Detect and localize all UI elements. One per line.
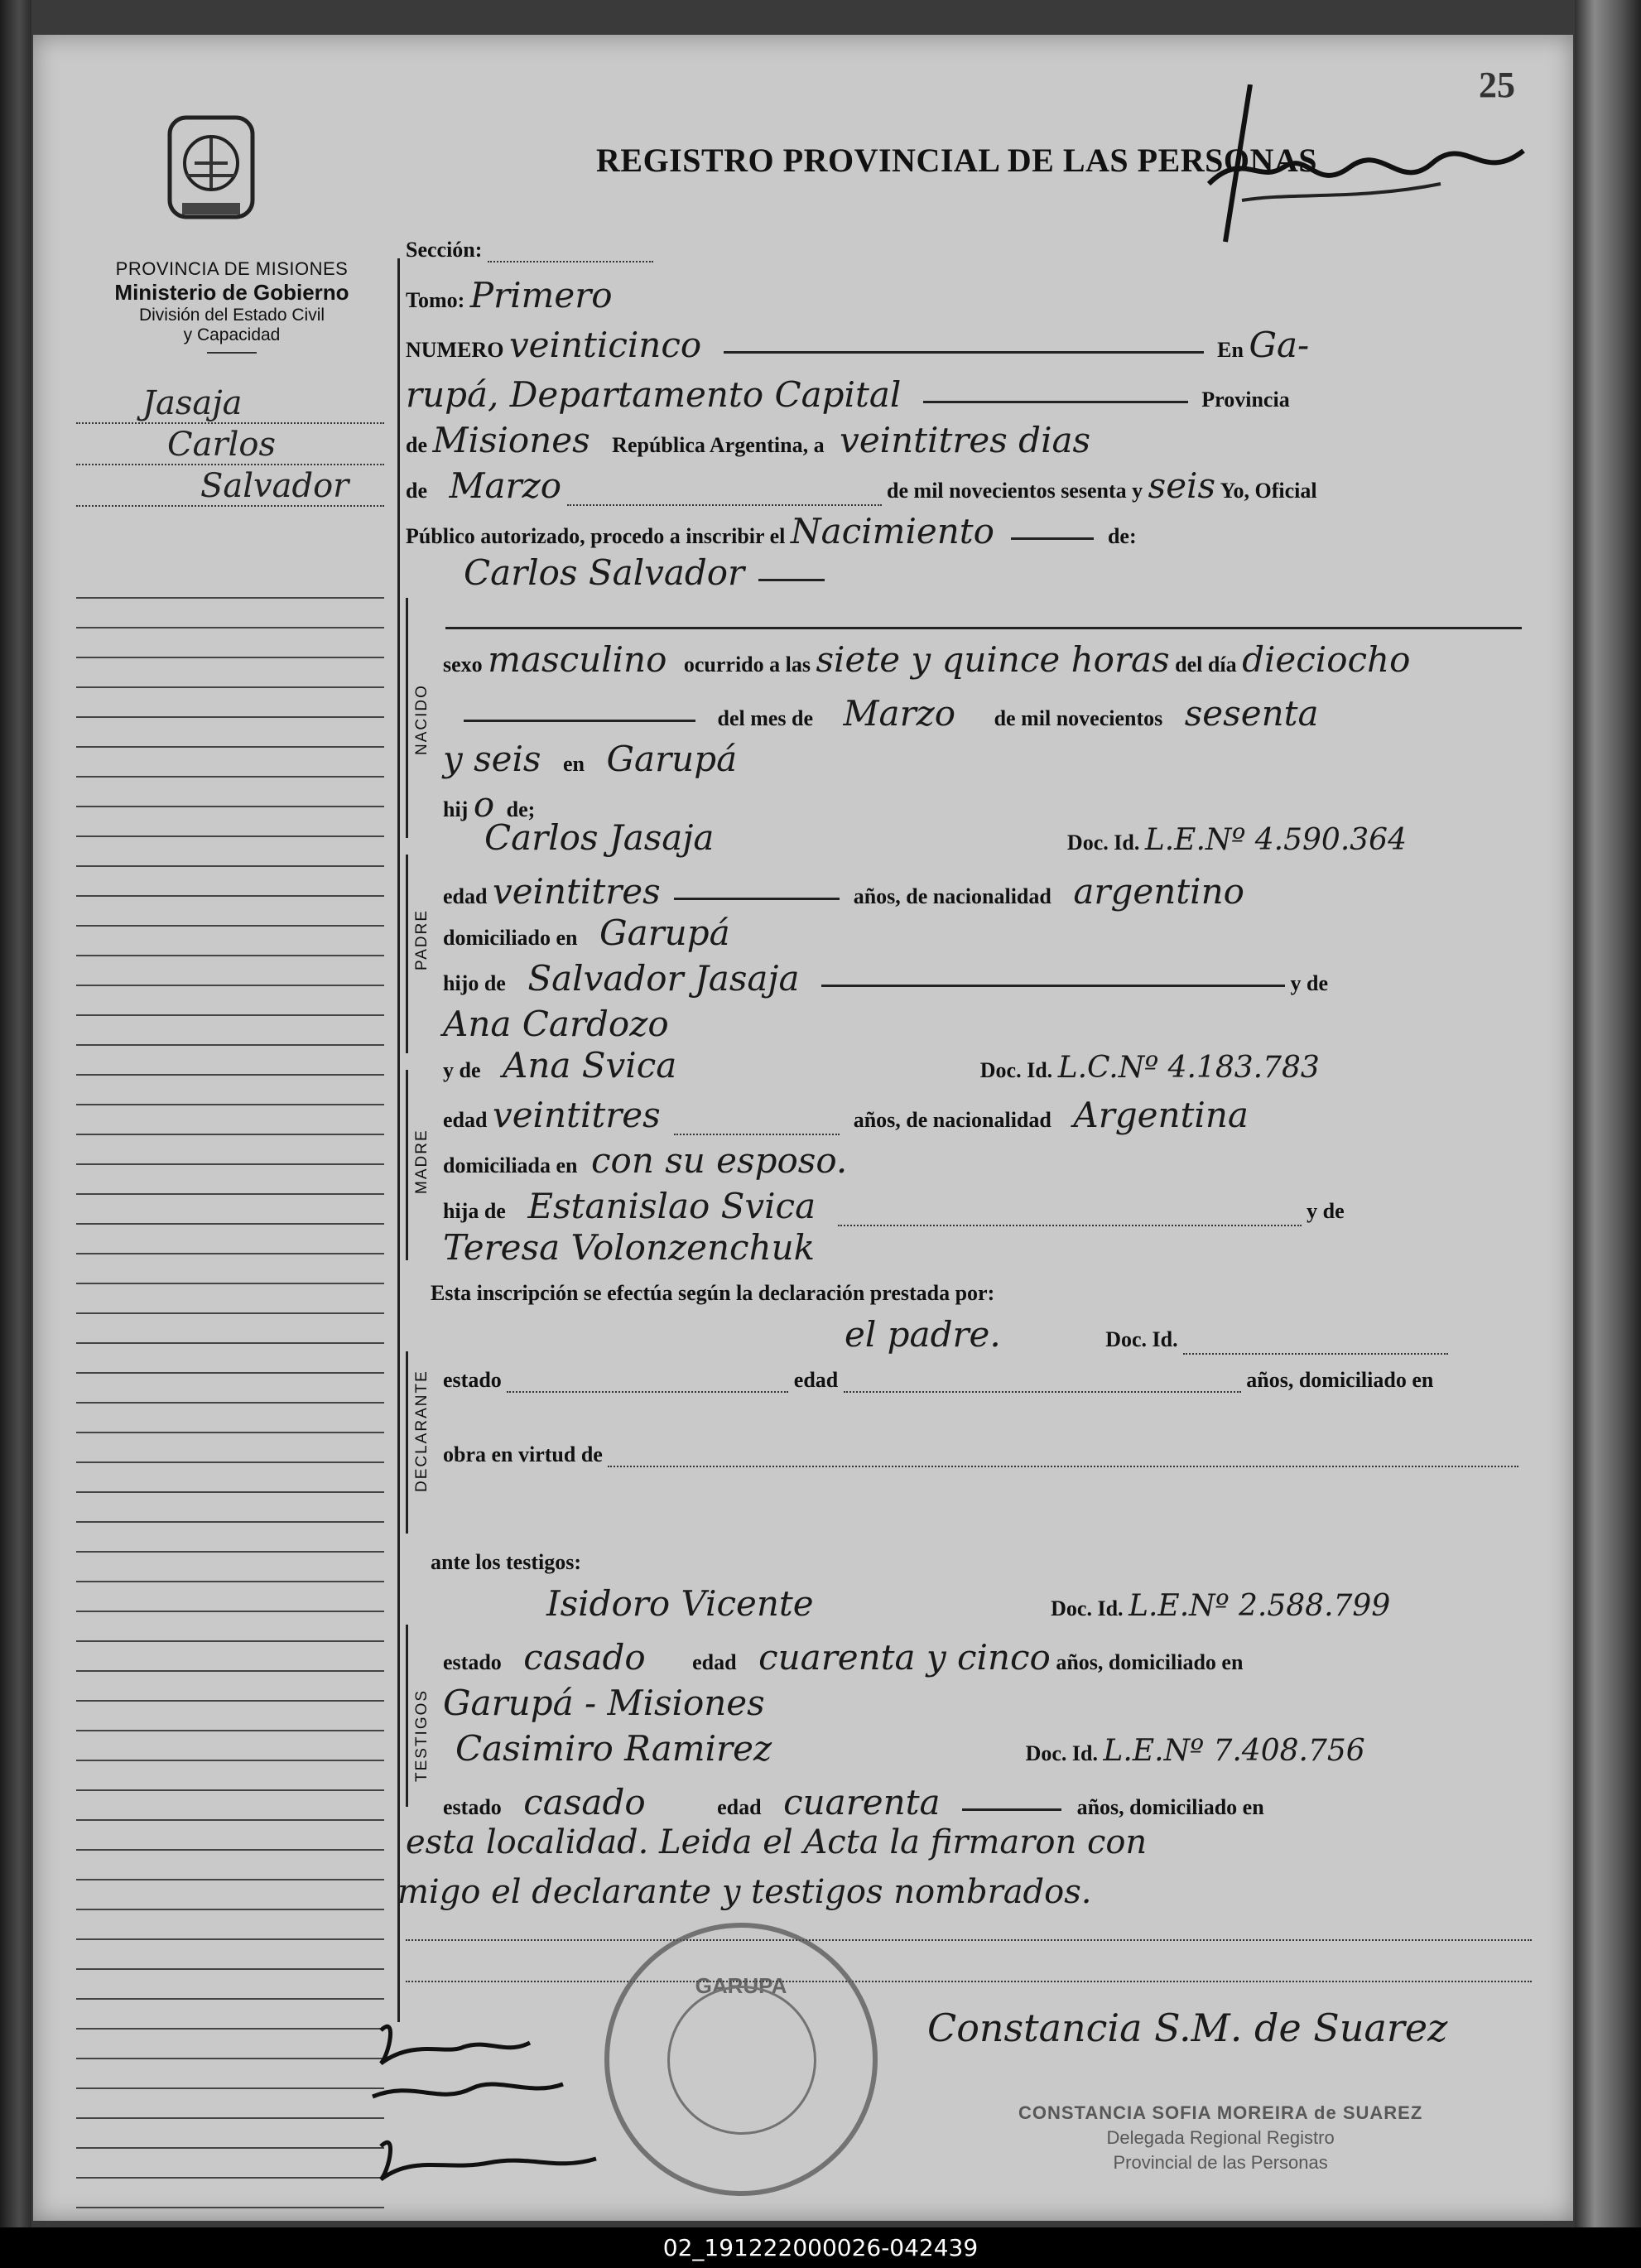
madre-padre-value: Estanislao Svica [527, 1186, 816, 1226]
declarante-estado-label: estado [443, 1368, 502, 1392]
testigo2-domicilio-value: esta localidad. Leida el Acta la firmaron con [406, 1823, 1148, 1861]
nacido-nombre: Carlos Salvador [464, 552, 745, 593]
margin-name-surname: Jasaja [76, 383, 384, 424]
padre-domicilio-row [443, 912, 730, 953]
witness-signatures [364, 2006, 662, 2213]
lugar-nac-row [443, 739, 737, 779]
anio-nac-value-1: sesenta [1184, 693, 1319, 734]
madre-edad-value: veintitres [492, 1095, 661, 1135]
tomo-value: Primero [469, 275, 613, 315]
anio-value: seis [1148, 465, 1216, 506]
ministry-rule [207, 352, 257, 354]
registrar-signature: Constancia S.M. de Suarez [927, 2006, 1448, 2050]
lugar-nac-value: Garupá [606, 739, 738, 779]
padre-edad-value: veintitres [492, 871, 661, 912]
testigo1-doc-label: Doc. Id. [1051, 1596, 1124, 1620]
testigo2-nombre: Casimiro Ramirez [455, 1728, 772, 1769]
declarante-doc-label: Doc. Id. [1105, 1327, 1178, 1351]
inscripcion-row [431, 1281, 994, 1306]
sexo-row [443, 639, 1410, 680]
blank-line-1 [406, 1939, 1532, 1941]
testigo2-anios-label: años, domiciliado en [1076, 1795, 1264, 1819]
mes-nac-row [464, 693, 1319, 734]
declarante-estado-row [443, 1368, 1433, 1393]
en-value-1: Ga- [1249, 325, 1310, 365]
numero-value: veinticinco [508, 325, 702, 365]
testigos-tag: TESTIGOS [413, 1688, 431, 1782]
declarante-value: el padre. [845, 1314, 1001, 1355]
cierre-value: migo el declarante y testigos nombrados. [397, 1873, 1092, 1911]
de-label: de [406, 433, 427, 457]
madre-domicilio-label: domiciliada en [443, 1153, 578, 1177]
testigo2-edad-value: cuarenta [783, 1782, 941, 1823]
madre-y-de-label: y de [443, 1058, 481, 1082]
mil2-label: de mil novecientos [994, 706, 1163, 730]
hij-label: hij [443, 797, 469, 821]
ocurrido-label: ocurrido a las [683, 652, 811, 677]
de4-label: de; [506, 797, 536, 821]
testigo2-doc-label: Doc. Id. [1025, 1741, 1098, 1765]
nacido-fill-line [758, 579, 825, 581]
testigo1-nombre-row [546, 1583, 1390, 1624]
seccion-blank [488, 261, 653, 262]
declarante-row [845, 1314, 1448, 1355]
testigo2-edad-fill-line [962, 1808, 1061, 1811]
testigo2-domicilio-row [406, 1823, 1147, 1861]
mes-row [406, 465, 1317, 506]
republica-label: República Argentina, a [612, 433, 825, 457]
padre-anios-label: años, de nacionalidad [853, 884, 1051, 908]
padre-hijo-de-label: hijo de [443, 971, 506, 995]
seccion-label: Sección: [406, 238, 483, 262]
testigo1-domicilio-value: Garupá - Misiones [443, 1683, 765, 1723]
province-crest-icon [157, 113, 265, 229]
declarante-edad-blank [844, 1391, 1241, 1393]
padre-domicilio-value: Garupá [599, 912, 730, 953]
numero-fill-line [724, 351, 1204, 354]
madre-madre-value: Teresa Volonzenchuk [443, 1227, 816, 1268]
madre-doc-label: Doc. Id. [979, 1058, 1053, 1082]
mes-nac-value: Marzo [843, 693, 956, 734]
inscripcion-label: Esta inscripción se efectúa según la declaración prestada por: [431, 1281, 995, 1305]
testigo1-edad-label: edad [692, 1650, 737, 1674]
publico-row [406, 511, 1137, 551]
testigo2-estado-label: estado [443, 1795, 502, 1819]
padre-padres-row [443, 958, 1328, 999]
tomo-row [406, 275, 613, 315]
madre-edad-label: edad [443, 1108, 488, 1132]
registry-seal-text: GARUPA [695, 1973, 787, 1998]
declarante-anios-label: años, domiciliado en [1246, 1368, 1434, 1392]
madre-nacionalidad-value: Argentina [1073, 1095, 1249, 1135]
margin-names [76, 383, 384, 507]
testigo2-estado-row [443, 1782, 1264, 1823]
en-label: En [1217, 338, 1244, 362]
padre-domicilio-label: domiciliado en [443, 926, 578, 950]
numero-row [406, 325, 1309, 365]
image-id-footer: 02_191222000026-042439 [0, 2227, 1641, 2268]
margin-ruled-lines [76, 569, 384, 2208]
mes-value: Marzo [449, 465, 562, 506]
obra-blank [608, 1466, 1518, 1467]
ministry-block [75, 258, 389, 354]
testigo2-nombre-row [455, 1728, 1365, 1769]
anio-nac-value-2: y seis [443, 739, 541, 779]
acto-value: Nacimiento [790, 511, 994, 551]
nacido-tag: NACIDO [413, 684, 431, 755]
testigo2-estado-value: casado [523, 1782, 646, 1823]
margin-name-middle: Salvador [76, 465, 384, 507]
sexo-label: sexo [443, 652, 483, 677]
seccion-row [406, 238, 653, 262]
madre-anios-label: años, de nacionalidad [853, 1108, 1051, 1132]
mes-blank [567, 504, 882, 506]
padre-y-de-label: y de [1290, 971, 1328, 995]
lugar-row [406, 374, 1290, 415]
tomo-label: Tomo: [406, 288, 465, 312]
testigo1-estado-row [443, 1637, 1243, 1678]
padre-madre-row [443, 1004, 669, 1044]
madre-edad-row [443, 1095, 1249, 1135]
capacity-label: y Capacidad [183, 325, 281, 344]
testigo1-nombre: Isidoro Vicente [546, 1583, 814, 1624]
en-value-2: rupá, Departamento Capital [406, 374, 902, 415]
publico-label: Público autorizado, procedo a inscribir el [406, 524, 786, 548]
acto-fill-line [1011, 537, 1094, 540]
de3-label: de: [1107, 524, 1137, 548]
official-stamp [1018, 2101, 1422, 2175]
padre-nombre-row [484, 817, 1407, 858]
padre-edad-row [443, 871, 1244, 912]
en2-label: en [562, 752, 585, 776]
sexo-value: masculino [488, 639, 667, 680]
ante-row [431, 1550, 581, 1575]
madre-doc-value: L.C.Nº 4.183.783 [1057, 1051, 1320, 1085]
ministry-label: Ministerio de Gobierno [114, 280, 349, 305]
madre-domicilio-row [443, 1140, 847, 1181]
header-signature [1192, 84, 1557, 250]
mes-nac-fill-line [464, 720, 695, 722]
official-stamp-line-3: Provincial de las Personas [1113, 2152, 1328, 2173]
provincia-label: Provincia [1201, 388, 1290, 412]
del-dia-label: del día [1175, 652, 1237, 677]
testigo2-edad-label: edad [717, 1795, 762, 1819]
book-binding [0, 0, 31, 2227]
padre-doc-value: L.E.Nº 4.590.364 [1144, 823, 1407, 857]
yo-label: Yo, Oficial [1220, 479, 1317, 503]
declarante-edad-label: edad [793, 1368, 839, 1392]
padre-madre-value: Ana Cardozo [443, 1004, 669, 1044]
del-mes-label: del mes de [717, 706, 814, 730]
registry-seal-inner [667, 1986, 816, 2135]
padre-nombre: Carlos Jasaja [484, 817, 715, 858]
numero-label: NUMERO [406, 338, 504, 362]
testigo2-doc-value: L.E.Nº 7.408.756 [1103, 1734, 1365, 1768]
de2-label: de [406, 479, 427, 503]
madre-padres-row [443, 1186, 1345, 1226]
official-stamp-line-1: CONSTANCIA SOFIA MOREIRA de SUAREZ [1018, 2102, 1423, 2123]
nacido-nombre-row [464, 552, 825, 593]
page-number: 25 [1479, 65, 1515, 105]
padre-doc-label: Doc. Id. [1066, 831, 1140, 855]
madre-tag: MADRE [413, 1129, 431, 1194]
madre-y-de-label-2: y de [1307, 1199, 1345, 1223]
ante-label: ante los testigos: [431, 1550, 581, 1574]
official-stamp-line-2: Delegada Regional Registro [1106, 2127, 1335, 2148]
declarante-estado-blank [507, 1391, 788, 1393]
provincia-row [406, 420, 1090, 460]
padre-padre-fill-line [821, 985, 1285, 987]
madre-madre-row [443, 1227, 815, 1268]
mil-label: de mil novecientos sesenta y [887, 479, 1143, 503]
testigo1-edad-value: cuarenta y cinco [758, 1637, 1051, 1678]
lugar-fill-line [923, 401, 1188, 403]
padre-edad-fill-line [674, 898, 840, 900]
obra-row [443, 1442, 1518, 1467]
madre-domicilio-value: con su esposo. [591, 1140, 848, 1181]
testigo1-anios-label: años, domiciliado en [1056, 1650, 1244, 1674]
hij-value: o [473, 784, 495, 825]
page-title: REGISTRO PROVINCIAL DE LAS PERSONAS [596, 142, 1318, 179]
page-edge [1575, 0, 1641, 2227]
obra-label: obra en virtud de [443, 1442, 603, 1466]
madre-hija-de-label: hija de [443, 1199, 506, 1223]
madre-nombre-row [443, 1045, 1320, 1086]
padre-padre-value: Salvador Jasaja [527, 958, 800, 999]
testigo1-estado-label: estado [443, 1650, 502, 1674]
blank-line-2 [406, 1981, 1532, 1982]
division-label: División del Estado Civil [138, 306, 325, 325]
testigo1-estado-value: casado [523, 1637, 646, 1678]
register-page [33, 35, 1573, 2221]
margin-name-first: Carlos [76, 424, 384, 465]
declarante-tag: DECLARANTE [413, 1370, 431, 1492]
province-label: PROVINCIA DE MISIONES [115, 258, 349, 279]
madre-padre-blank [838, 1225, 1302, 1226]
padre-nacionalidad-value: argentino [1073, 871, 1244, 912]
madre-edad-blank [674, 1134, 840, 1135]
cierre-row [397, 1873, 1091, 1911]
madre-nombre: Ana Svica [503, 1045, 677, 1086]
testigo1-doc-value: L.E.Nº 2.588.799 [1128, 1589, 1391, 1623]
padre-tag: PADRE [413, 908, 431, 970]
provincia-value: Misiones [432, 420, 590, 460]
testigo1-domicilio-row [443, 1683, 765, 1723]
margin-divider [397, 258, 400, 2022]
padre-edad-label: edad [443, 884, 488, 908]
nacido-rule-1 [445, 627, 1522, 629]
dia-value: veintitres dias [840, 420, 1091, 460]
declarante-doc-blank [1183, 1353, 1448, 1355]
hora-value: siete y quince horas [816, 639, 1170, 680]
dia-nac-value: dieciocho [1242, 639, 1411, 680]
